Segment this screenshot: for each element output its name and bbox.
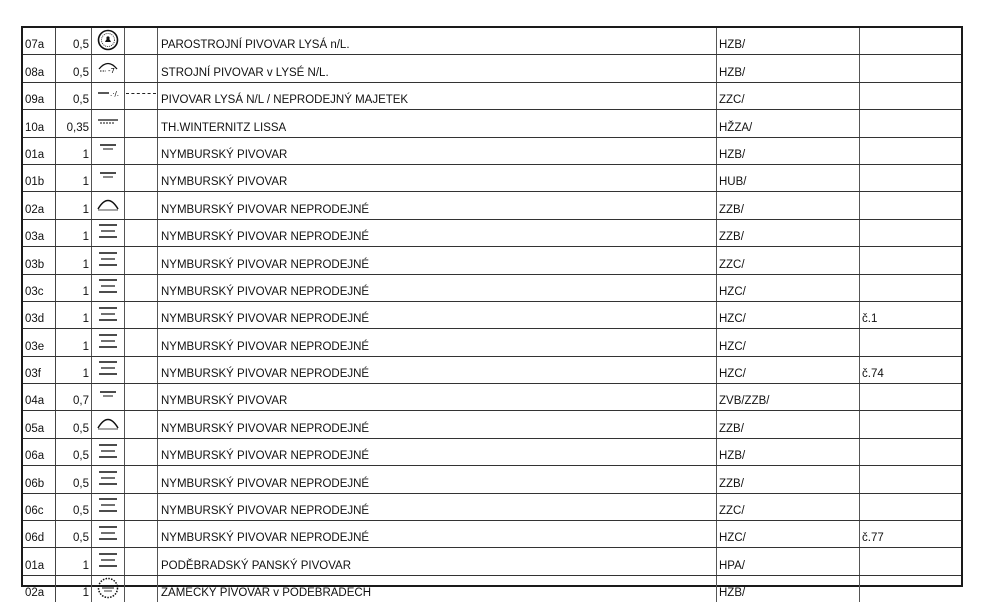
class-code [717,329,860,356]
class-code [717,466,860,493]
row-quantity [56,301,92,328]
brewery-name [158,329,717,356]
cell-code: 10a [25,121,45,134]
cell-qty: 1 [82,559,89,572]
three-lines-icon [95,330,121,355]
cell-name: NYMBURSKÝ PIVOVAR [161,148,288,161]
row-quantity [56,329,92,356]
cell-cls: ZZB/ [719,231,744,244]
dash-cell [125,274,158,301]
cell-qty: 1 [82,340,89,353]
brewery-name [158,575,717,602]
brewery-name [158,438,717,465]
class-code [717,356,860,383]
cell-name: NYMBURSKÝ PIVOVAR [161,395,288,408]
arc-icon [95,193,121,218]
label-mark-cell [92,493,125,520]
dash-cell [125,164,158,191]
three-lines-icon [95,275,121,300]
label-mark-cell [92,575,125,602]
row-quantity [56,192,92,219]
table-row [23,466,961,493]
note [860,411,962,438]
note [860,466,962,493]
cell-cls: ZZC/ [719,258,745,271]
cell-cls: HZB/ [719,587,746,600]
cell-cls: HZC/ [719,340,746,353]
row-code [23,219,56,246]
dash-cell [125,301,158,328]
brewery-name [158,301,717,328]
label-mark-cell [92,164,125,191]
label-mark-cell [92,110,125,137]
cell-name: NYMBURSKÝ PIVOVAR NEPRODEJNÉ [161,422,370,435]
dash-cell [125,356,158,383]
cell-cls: ZZC/ [719,505,745,518]
class-code [717,192,860,219]
dash-cell [125,192,158,219]
label-mark-cell [92,384,125,411]
cell-cls: HPA/ [719,559,745,572]
class-code [717,164,860,191]
cell-cls: HZB/ [719,450,746,463]
cell-code: 01b [25,176,45,189]
dash-cell [125,411,158,438]
cell-qty: 1 [82,313,89,326]
cell-code: 08a [25,66,45,79]
cell-note: č.77 [862,532,884,545]
cell-qty: 0,35 [66,121,89,134]
row-code [23,28,56,55]
row-quantity [56,274,92,301]
cell-code: 07a [25,39,45,52]
catalog-sheet [21,26,963,600]
note [860,192,962,219]
row-code [23,192,56,219]
row-quantity [56,384,92,411]
cell-qty: 1 [82,368,89,381]
class-code [717,247,860,274]
cell-code: 01a [25,148,45,161]
row-code [23,438,56,465]
dotted-circle-icon [95,577,121,602]
class-code [717,411,860,438]
cell-code: 03d [25,313,45,326]
cell-cls: HŽZA/ [719,121,753,134]
row-quantity [56,247,92,274]
cell-cls: HUB/ [719,176,747,189]
three-lines-icon [95,248,121,273]
row-quantity [56,55,92,82]
brewery-name [158,274,717,301]
row-code [23,356,56,383]
row-code [23,384,56,411]
table-row [23,493,961,520]
brewery-name [158,219,717,246]
label-mark-cell [92,438,125,465]
row-quantity [56,28,92,55]
dash-cell [125,466,158,493]
cell-cls: ZVB/ZZB/ [719,395,770,408]
brewery-name [158,247,717,274]
cell-code: 04a [25,395,45,408]
three-lines-icon [95,549,121,574]
cell-code: 03a [25,231,45,244]
cell-name: NYMBURSKÝ PIVOVAR NEPRODEJNÉ [161,258,370,271]
cell-code: 02a [25,587,45,600]
table-row [23,548,961,575]
cell-cls: HZC/ [719,368,746,381]
row-code [23,466,56,493]
cell-name: NYMBURSKÝ PIVOVAR NEPRODEJNÉ [161,368,370,381]
cell-qty: 1 [82,203,89,216]
row-code [23,521,56,548]
note [860,247,962,274]
brewery-name [158,55,717,82]
class-code [717,82,860,109]
class-code [717,493,860,520]
cell-name: PAROSTROJNÍ PIVOVAR LYSÁ n/L. [161,39,350,52]
cell-name: NYMBURSKÝ PIVOVAR [161,176,288,189]
table-row [23,28,961,55]
label-mark-cell [92,137,125,164]
long-dash-icon [95,111,121,136]
label-mark-cell [92,466,125,493]
note [860,55,962,82]
note [860,219,962,246]
row-quantity [56,548,92,575]
class-code [717,137,860,164]
row-code [23,575,56,602]
note [860,137,962,164]
cell-name: PIVOVAR LYSÁ N/L / NEPRODEJNÝ MAJETEK [161,94,409,107]
label-mark-cell [92,219,125,246]
class-code [717,219,860,246]
note [860,356,962,383]
row-quantity [56,438,92,465]
label-mark-cell [92,548,125,575]
cell-cls: HZC/ [719,313,746,326]
cell-qty: 1 [82,258,89,271]
cell-code: 02a [25,203,45,216]
label-mark-cell [92,356,125,383]
row-code [23,164,56,191]
three-lines-icon [95,303,121,328]
dash-cell [125,575,158,602]
label-mark-cell [92,55,125,82]
row-quantity [56,466,92,493]
class-code [717,521,860,548]
cell-qty: 0,5 [73,66,89,79]
label-mark-cell [92,411,125,438]
cell-name: NYMBURSKÝ PIVOVAR NEPRODEJNÉ [161,450,370,463]
dash-cell [125,493,158,520]
table-row [23,247,961,274]
table-row [23,438,961,465]
row-quantity [56,575,92,602]
table-row [23,384,961,411]
row-quantity [56,110,92,137]
cell-qty: 0,5 [73,505,89,518]
cell-qty: 1 [82,176,89,189]
cell-name: ZÁMECKÝ PIVOVAR v PODĚBRADECH [161,587,372,600]
cell-qty: 0,5 [73,422,89,435]
cell-cls: HZC/ [719,532,746,545]
cell-qty: 1 [82,587,89,600]
row-quantity [56,137,92,164]
row-code [23,548,56,575]
row-code [23,110,56,137]
note [860,521,962,548]
cell-qty: 1 [82,285,89,298]
row-quantity [56,493,92,520]
brewery-name [158,110,717,137]
cell-qty: 0,7 [73,395,89,408]
cell-code: 03e [25,340,45,353]
table-row [23,164,961,191]
cell-name: NYMBURSKÝ PIVOVAR NEPRODEJNÉ [161,340,370,353]
cell-qty: 0,5 [73,532,89,545]
svg-text:-7: -7 [108,67,115,76]
cell-code: 06b [25,477,45,490]
cell-code: 06c [25,505,44,518]
note [860,82,962,109]
cell-code: 09a [25,94,45,107]
label-mark-cell [92,301,125,328]
table-row [23,192,961,219]
class-code [717,575,860,602]
row-code [23,82,56,109]
label-mark-cell [92,247,125,274]
row-code [23,247,56,274]
class-code [717,548,860,575]
note [860,329,962,356]
brewery-name [158,164,717,191]
note [860,575,962,602]
dash-cell [125,55,158,82]
row-quantity [56,82,92,109]
dash-cell [125,384,158,411]
row-code [23,329,56,356]
cell-code: 06a [25,450,45,463]
note [860,164,962,191]
cell-qty: 1 [82,231,89,244]
dash-cell [125,82,158,109]
brewery-name [158,521,717,548]
table-row [23,521,961,548]
cell-qty: 0,5 [73,477,89,490]
table-row [23,82,961,109]
cell-code: 03c [25,285,44,298]
cell-note [862,599,961,602]
cell-code: 05a [25,422,45,435]
dash-cell [125,329,158,356]
table-row [23,274,961,301]
label-mark-cell [92,82,125,109]
table-row [23,356,961,383]
cell-name: NYMBURSKÝ PIVOVAR NEPRODEJNÉ [161,532,370,545]
cell-name: STROJNÍ PIVOVAR v LYSÉ N/L. [161,66,329,79]
cell-name: NYMBURSKÝ PIVOVAR NEPRODEJNÉ [161,203,370,216]
cell-note: č.1 [862,313,878,326]
note [860,301,962,328]
row-quantity [56,164,92,191]
cell-code: 03f [25,368,41,381]
class-code [717,274,860,301]
cell-cls: HZB/ [719,66,746,79]
note [860,548,962,575]
row-quantity [56,356,92,383]
row-quantity [56,219,92,246]
three-lines-icon [95,357,121,382]
note [860,384,962,411]
label-mark-cell [92,329,125,356]
class-code [717,384,860,411]
cell-cls: HZB/ [719,39,746,52]
table-row [23,575,961,602]
brewery-name [158,28,717,55]
round-seal-icon [95,29,121,54]
class-code [717,301,860,328]
table-row [23,329,961,356]
note [860,493,962,520]
label-mark-cell [92,521,125,548]
three-lines-icon [95,467,121,492]
cell-qty: 0,5 [73,94,89,107]
cell-qty: 0,5 [73,450,89,463]
brewery-name [158,384,717,411]
cell-name: NYMBURSKÝ PIVOVAR NEPRODEJNÉ [161,231,370,244]
arc-icon [95,412,121,437]
note [860,28,962,55]
row-code [23,411,56,438]
dash-cell [125,28,158,55]
three-lines-icon [95,220,121,245]
brewery-name [158,137,717,164]
dash-cell [125,219,158,246]
row-code [23,274,56,301]
note [860,110,962,137]
three-lines-icon [95,494,121,519]
row-quantity [56,521,92,548]
cell-name: NYMBURSKÝ PIVOVAR NEPRODEJNÉ [161,505,370,518]
row-code [23,301,56,328]
short-dash-icon [95,83,121,108]
row-code [23,493,56,520]
cell-code: 03b [25,258,45,271]
cell-note: č.74 [862,368,884,381]
class-code [717,110,860,137]
three-lines-icon [95,440,121,465]
table-row [23,110,961,137]
cell-name: TH.WINTERNITZ LISSA [161,121,287,134]
cell-cls: HZB/ [719,148,746,161]
cell-cls: ZZB/ [719,477,744,490]
note [860,438,962,465]
class-code [717,55,860,82]
table-row [23,219,961,246]
cell-name: NYMBURSKÝ PIVOVAR NEPRODEJNÉ [161,313,370,326]
two-lines-icon [95,166,121,191]
dash-cell [125,137,158,164]
brewery-name [158,356,717,383]
dash-cell [125,247,158,274]
row-code [23,55,56,82]
brewery-name [158,493,717,520]
brewery-name [158,466,717,493]
brewery-name [158,411,717,438]
cell-qty: 0,5 [73,39,89,52]
cell-name: NYMBURSKÝ PIVOVAR NEPRODEJNÉ [161,477,370,490]
brewery-name [158,192,717,219]
table-row [23,55,961,82]
two-lines-icon [95,138,121,163]
brewery-name [158,548,717,575]
brewery-name [158,82,717,109]
note [860,274,962,301]
dash-cell [125,548,158,575]
label-mark-cell [92,28,125,55]
catalog-table [23,28,961,602]
cell-name: NYMBURSKÝ PIVOVAR NEPRODEJNÉ [161,285,370,298]
cell-cls: HZC/ [719,285,746,298]
label-mark-cell [92,192,125,219]
row-quantity [56,411,92,438]
class-code [717,438,860,465]
cell-name: PODĚBRADSKÝ PANSKÝ PIVOVAR [161,559,352,572]
cell-cls: ZZC/ [719,94,745,107]
cell-cls: ZZB/ [719,422,744,435]
dash-cell [125,438,158,465]
arc-dotted-icon [95,56,121,81]
cell-qty: 1 [82,148,89,161]
table-row [23,411,961,438]
table-row [23,137,961,164]
class-code [717,28,860,55]
two-lines-icon [95,385,121,410]
svg-text:.·/.: .·/. [110,90,120,99]
label-mark-cell [92,274,125,301]
dashed-line-icon [126,93,156,99]
cell-cls: ZZB/ [719,203,744,216]
three-lines-icon [95,522,121,547]
row-code [23,137,56,164]
cell-code: 06d [25,532,45,545]
table-row [23,301,961,328]
dash-cell [125,521,158,548]
dash-cell [125,110,158,137]
cell-code: 01a [25,559,45,572]
